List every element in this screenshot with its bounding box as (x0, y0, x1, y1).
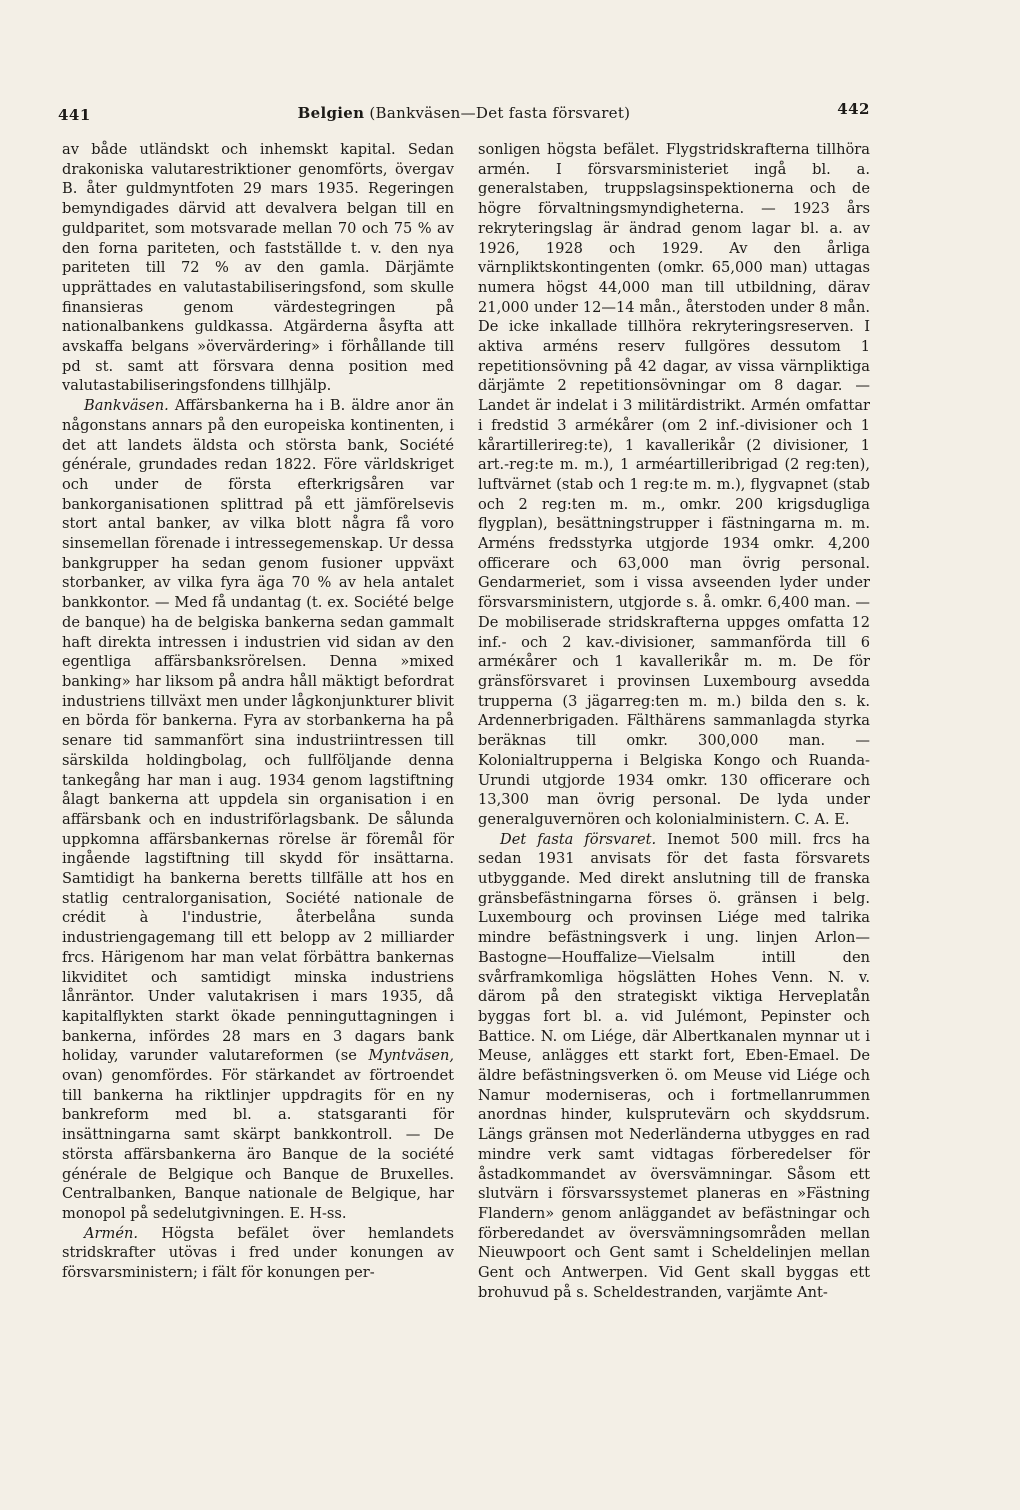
page-number-right: 442 (837, 100, 870, 118)
bankvasen-text-a: Affärsbankerna ha i B. äldre anor än någonstans annars på den europeiska kontinenten, i det att landets äldsta och största bank, Société générale, grundades redan 1822. Före världskriget och under de första efterkrigsåren var bankorganisationen splittrad på ett jämförelsevis stort antal banker, av vilka blott några få voro sinsemellan förenade i intressegemenskap. Ur dessa bankgrupper ha sedan genom fusioner uppväxt storbanker, av vilka fyra äga 70 % av hela antalet bankkontor. — Med få undantag (t. ex. Société belge de banque) ha de belgiska bankerna sedan gammalt haft direkta intressen i industrien vid sidan av den egentliga affärsbanksrörelsen. Denna »mixed banking» har liksom på andra håll mäktigt befordrat industriens tillväxt men under lågkonjunkturer blivit en börda för bankerna. Fyra av storbankerna ha på senare tid sammanfört sina industriintressen till särskilda holdingbolag, och fullföljande denna tankegång har man i aug. 1934 genom lagstiftning ålagt bankerna att uppdela sin organisation i en affärsbank och en industriförlagsbank. De sålunda uppkomna affärsbankernas rörelse är föremål för ingående lagstiftning till skydd för insättarna. Samtidigt ha bankerna beretts tillfälle att hos en statlig centralorganisation, Société nationale de crédit à l'industrie, återbelåna sunda industriengagemang till ett belopp av 2 milliarder frcs. Härigenom har man velat förbättra bankernas likviditet och samtidigt minska industriens lånräntor. Under valutakrisen i mars 1935, då kapitalflykten starkt ökade penninguttagningen i bankerna, infördes 28 mars en 3 dagars bank holiday, varunder valutareformen (se (62, 397, 454, 1065)
running-head (58, 104, 870, 122)
paragraph-fasta-forsvaret (478, 830, 870, 1303)
fasta-forsvaret-text: Inemot 500 mill. frcs ha sedan 1931 anvisats för det fasta försvarets utbyggande. Med direkt anslutning till de franska gränsbefästningarna förses ö. gränsen i belg. Luxembourg och provinsen Liége med talrika mindre befästningsverk i ung. linjen Arlon—Bastogne—Houffalize—Vielsalm intill den svårframkomliga högslätten Hohes Venn. N. v. därom på den strategiskt viktiga Herveplatån byggas fort bl. a. vid Julémont, Pepinster och Battice. N. om Liége, där Albertkanalen mynnar ut i Meuse, anlägges ett starkt fort, Eben-Emael. De äldre befästningsverken ö. om Meuse vid Liége och Namur moderniseras, och i fortmellanrummen anordnas hinder, kulsprutevärn och skyddsrum. Längs gränsen mot Nederländerna utbygges en rad mindre verk samt vidtagas förberedelser för åstadkommandet av översvämningar. Såsom ett slutvärn i försvarssystemet planeras en »Fästning Flandern» genom anläggandet av befästningar och förberedandet av översvämningsområden mellan Nieuwpoort och Gent samt i Scheldelinjen mellan Gent och Antwerpen. Vid Gent skall byggas ett brohuvud på s. Scheldestranden, varjämte Ant- (478, 830, 870, 1301)
paragraph-armen-continued: sonligen högsta befälet. Flygstridskrafterna tillhöra armén. I försvarsministeriet ingå bl. a. generalstaben, truppslagsinspektionerna och de högre förvaltningsmyndigheterna. — 1923 års rekryteringslag är ändrad genom lagar bl. a. av 1926, 1928 och 1929. Av den årliga värnpliktskontingenten (omkr. 65,000 man) uttagas numera högst 44,000 man till utbildning, därav 21,000 under 12—14 mån., återstoden under 8 mån. De icke inkallade tillhöra rekryteringsreserven. I aktiva arméns reserv fullgöres dessutom 1 repetitionsövning på 42 dagar, av vissa värnpliktiga därjämte 2 repetitionsövningar om 8 dagar. — Landet är indelat i 3 militärdistrikt. Armén omfattar i fredstid 3 armékårer (om 2 inf.-divisioner och 1 kårartillerireg:te), 1 kavallerikår (2 divisioner, 1 art.-reg:te m. m.), 1 arméartilleribrigad (2 reg:ten), luftvärnet (stab och 1 reg:te m. m.), flygvapnet (stab och 2 reg:ten m. m., omkr. 200 krigsdugliga flygplan), besättningstrupper i fästningarna m. m. Arméns fredsstyrka utgjorde 1934 omkr. 4,200 officerare och 63,000 man övrig personal. Gendarmeriet, som i vissa avseenden lyder under försvarsministern, utgjorde s. å. omkr. 6,400 man. — De mobiliserade stridskrafterna uppges omfatta 12 inf.- och 2 kav.-divisioner, sammanförda till 6 arméкårer och 1 kavallerikår m. m. De för gränsförsvaret i provinsen Luxembourg avsedda trupperna (3 jägarreg:ten m. m.) bilda den s. k. Ardennerbrigaden. Fälthärens sammanlagda styrka beräknas till omkr. 300,000 man. — Kolonialtrupperna i Belgiska Kongo och Ruanda-Urundi utgjorde 1934 omkr. 130 officerare och 13,300 man övrig personal. De lyda under generalguvernören och kolonialministern. C. A. E. (478, 141, 870, 828)
bankvasen-text-b: ovan) genomfördes. För stärkandet av förtroendet till bankerna ha riktlinjer uppdragits för en ny bankreform med bl. a. statsgaranti för insättningarna samt skärpt bankkontroll. — De största affärsbankerna äro Banque de la société générale de Belgique och Banque de Bruxelles. Centralbanken, Banque nationale de Belgique, har monopol på sedelutgivningen. E. H-ss. (62, 1067, 454, 1222)
armen-text: Högsta befälet över hemlandets stridskrafter utövas i fred under konungen av försvarsministern; i fält för konungen per- (62, 1224, 454, 1282)
right-column (478, 140, 870, 1380)
paragraph-bankvasen (62, 396, 454, 1224)
section-heading-bankvasen: Bankväsen. (84, 397, 169, 415)
left-column (62, 140, 454, 1380)
section-heading-armen: Armén. (84, 1224, 139, 1242)
paragraph-armen (62, 1224, 454, 1283)
running-subtitle: (Bankväsen—Det fasta försvaret) (369, 104, 631, 122)
paragraph-valuta: av både utländskt och inhemskt kapital. Sedan drakoniska valutarestriktioner genomförts, övergav B. åter guldmyntfoten 29 mars 1935. Regeringen bemyndigades därvid att devalvera belgan till en guldparitet, som motsvarade mellan 70 och 75 % av den forna pariteten, och fastställde t. v. den nya pariteten till 72 % av den gamla. Därjämte upprättades en valutastabiliseringsfond, som skulle finansieras genom värdestegringen på nationalbankens guldkassa. Atgärderna åsyfta att avskaffa belgans »övervärdering» i förhållande till pd st. samt att försvara denna position med valutastabiliseringsfondens tillhjälp. (62, 141, 454, 395)
page-number-left: 441 (58, 106, 91, 124)
reference-myntvasen: Myntväsen, (368, 1047, 454, 1065)
running-title: Belgien (297, 104, 365, 122)
section-heading-fasta-forsvaret: Det fasta försvaret. (500, 830, 657, 848)
page-header (58, 100, 870, 124)
